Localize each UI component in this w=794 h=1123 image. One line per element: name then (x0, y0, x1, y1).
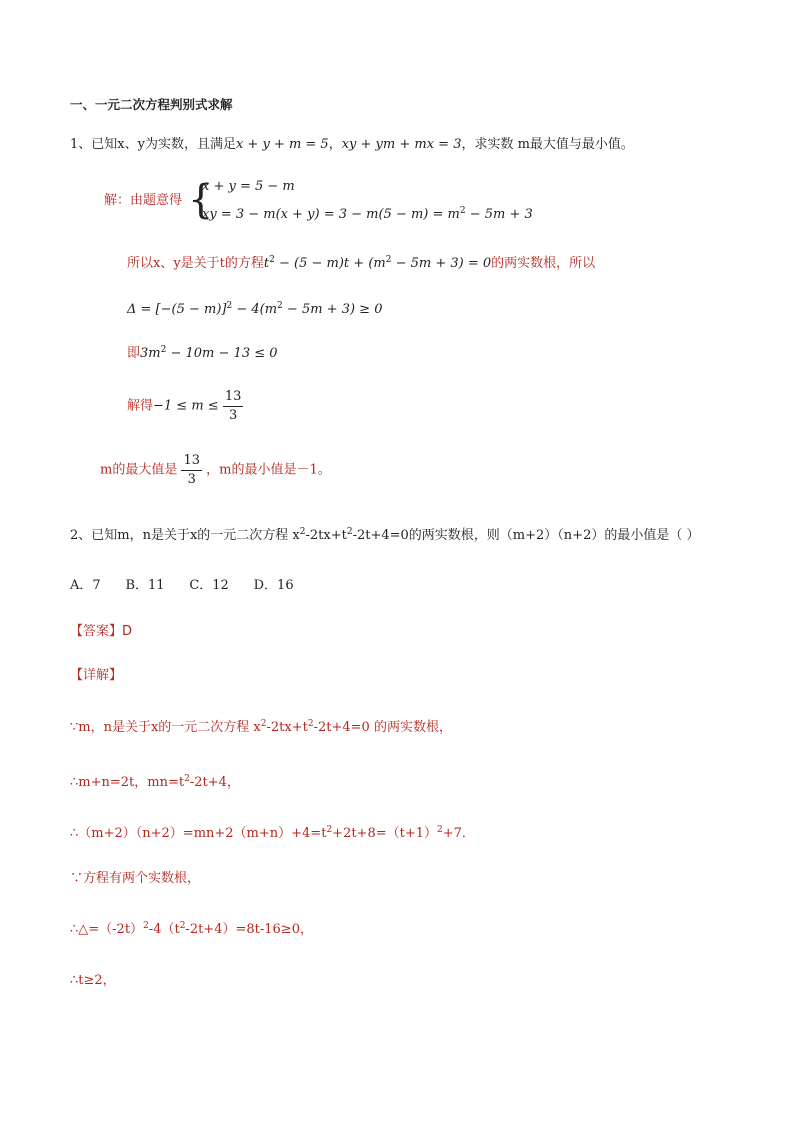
sol1-ji-line: 即$3m^2 - 10m - 13 \le 0$ (127, 345, 278, 361)
answer-line (70, 623, 132, 641)
answer-label: 【答案】 (70, 624, 123, 639)
q1-suffix: ，求实数 m最大值与最小值。 (461, 137, 634, 152)
detail-line-1: ∵m，n是关于x的一元二次方程 $x^2-2tx+t^2-2t+4=0$ 的两实数根， (70, 719, 452, 735)
q1-sep: ， (328, 137, 342, 152)
q1-eq1: x + y + m = 5 (235, 137, 329, 152)
sol1-delta-line: $\Delta = [-(5 - m)]^2 - 4(m^2 - 5m + 3) \ge 0$ (127, 301, 383, 317)
detail-line-5: $\therefore\triangle=(-2t)^2-4(t^2-2t+4)=8t-16\ge 0$， (70, 921, 313, 937)
detail-label: 【详解】 (70, 668, 123, 683)
detail-line-3: $\therefore(m+2)(n+2)=mn+2(m+n)+4=t^2+2t+8=(t+1)^2+7$． (70, 825, 475, 841)
sol1-conclusion: m的最大值是 $\frac{13}{3}$ ，m的最小值是－1。 (100, 453, 331, 487)
q1-prefix: 1、已知x、y为实数，且满足 (70, 137, 236, 152)
fraction-13-3: $\frac{13}{3}$ (224, 389, 242, 423)
question-2: 2、已知m，n是关于x的一元二次方程 $x^2-2tx+t^2-2t+4=0$的两实数根，则（m+2）（n+2）的最小值是（ ） (70, 527, 700, 543)
question-1 (70, 136, 634, 154)
answer-value: D (122, 624, 133, 639)
detail-line-2: ∴m+n=2t，$mn=t^2-2t+4$， (70, 774, 240, 790)
q1-eq2: xy + ym + mx = 3 (341, 137, 462, 152)
sol1-system-line1: x + y = 5 − m (202, 179, 295, 194)
sol1-jiede-line: 解得−1 ≤ m ≤ $\frac{13}{3}$ (127, 389, 242, 423)
q2-choices: A．7 B．11 C．12 D．16 (70, 578, 294, 593)
detail-line-4: ∵方程有两个实数根， (70, 871, 201, 886)
sol1-system-line2: xy = $3 - m(x + y) = 3 - m(5 - m) = m^2 - 5m + 3$ (202, 206, 533, 222)
fraction-13-3-conclusion: $\frac{13}{3}$ (183, 453, 201, 487)
sol1-roots-line: 所以x、y是关于t的方程$t^2 - (5 - m)t + (m^2 - 5m + 3) = 0$的两实数根，所以 (127, 255, 596, 271)
section-title: 一、一元二次方程判别式求解 (70, 97, 233, 112)
sol1-jie-label: 解：由题意得 (104, 193, 183, 208)
brace-symbol: { (188, 177, 214, 223)
detail-line-6: ∴t≥2， (70, 973, 116, 988)
